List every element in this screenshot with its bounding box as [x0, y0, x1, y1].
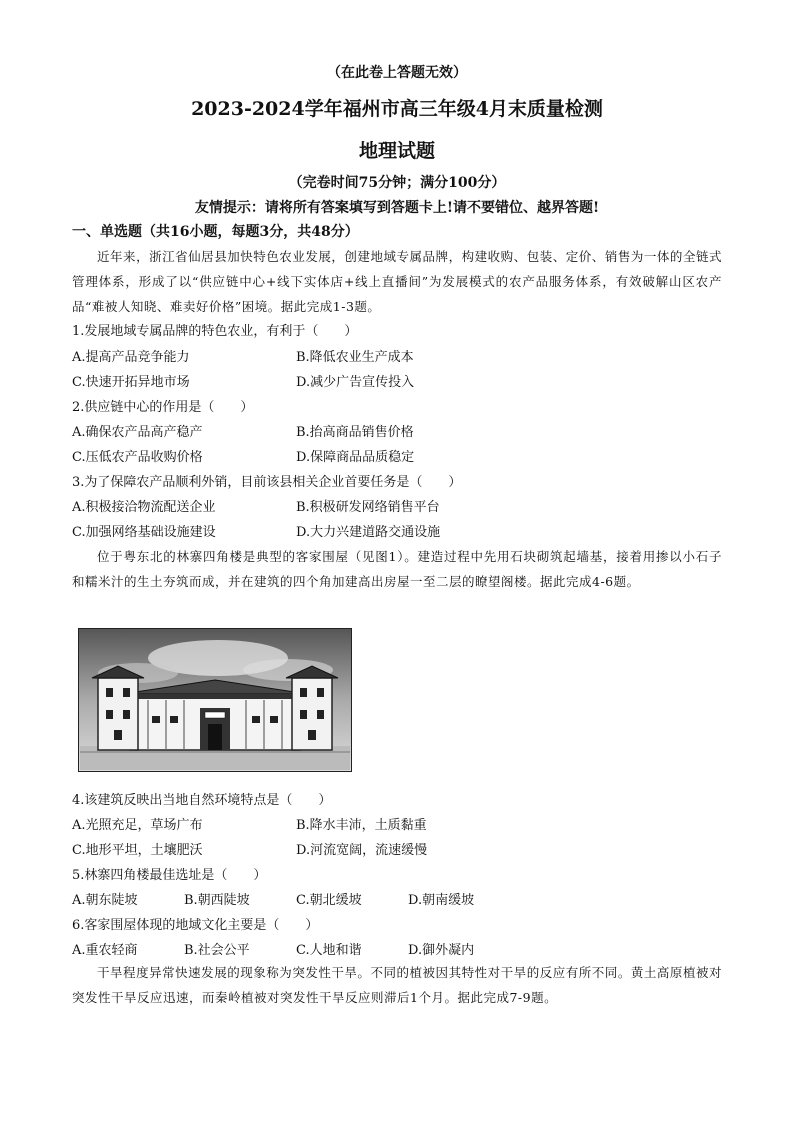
q6-option-a: A.重农轻商 — [72, 943, 138, 958]
q3-option-a: A.积极接洽物流配送企业 — [72, 500, 216, 515]
q3-option-b: B.积极研发网络销售平台 — [296, 500, 440, 515]
q3-option-d: D.大力兴建道路交通设施 — [296, 525, 441, 540]
q4-option-d: D.河流宽阔，流速缓慢 — [296, 843, 428, 858]
q1-option-c: C.快速开拓异地市场 — [72, 375, 190, 390]
q2-option-a: A.确保农产品高产稳产 — [72, 425, 203, 440]
passage-1: 近年来，浙江省仙居县加快特色农业发展，创建地域专属品牌，构建收购、包装、定价、销售为一体的全链式管理体系，形成了以“供应链中心+线下实体店+线上直播间”为发展模式的农产品服务体系，有效破解山区农产品“难被人知晓、难卖好价格”困境。据此完成1-3题。 — [72, 249, 722, 314]
q2-option-c: C.压低农产品收购价格 — [72, 450, 203, 465]
section-heading: 一、单选题（共16小题，每题3分，共48分） — [72, 224, 359, 240]
q5-option-a: A.朝东陡坡 — [72, 893, 138, 908]
passage-3: 干旱程度异常快速发展的现象称为突发性干旱。不同的植被因其特性对干旱的反应有所不同。黄土高原植被对突发性干旱反应迅速，而秦岭植被对突发性干旱反应则滞后1个月。据此完成7-9题。 — [72, 965, 722, 1005]
q6-option-d: D.御外凝内 — [408, 943, 475, 958]
subject-title: 地理试题 — [358, 140, 435, 162]
question-1-stem: 1.发展地域专属品牌的特色农业，有利于（ ） — [72, 324, 358, 339]
q4-option-b: B.降水丰沛，土质黏重 — [296, 818, 427, 833]
passage-2: 位于粤东北的林寨四角楼是典型的客家围屋（见图1）。建造过程中先用石块砌筑起墙基，接着用掺以小石子和糯米汁的生土夯筑而成，并在建筑的四个角加建高出房屋一至二层的瞭望阁楼。据此完成4-6题。 — [72, 549, 722, 589]
q4-option-c: C.地形平坦，土壤肥沃 — [72, 843, 203, 858]
question-4-stem: 4.该建筑反映出当地自然环境特点是（ ） — [72, 793, 332, 808]
q1-option-a: A.提高产品竞争能力 — [72, 350, 190, 365]
q6-option-b: B.社会公平 — [184, 943, 250, 958]
q1-option-b: B.降低农业生产成本 — [296, 350, 414, 365]
question-3-stem: 3.为了保障农产品顺利外销，目前该县相关企业首要任务是（ ） — [72, 475, 462, 490]
no-answer-note: （在此卷上答题无效） — [327, 65, 467, 81]
friendly-tip: 友情提示：请将所有答案填写到答题卡上!请不要错位、越界答题! — [194, 200, 600, 216]
q6-option-c: C.人地和谐 — [296, 943, 362, 958]
q1-option-d: D.减少广告宣传投入 — [296, 375, 415, 390]
q5-option-d: D.朝南缓坡 — [408, 893, 475, 908]
hakka-house-figure — [78, 628, 352, 772]
q5-option-b: B.朝西陡坡 — [184, 893, 250, 908]
q3-option-c: C.加强网络基础设施建设 — [72, 525, 216, 540]
q5-option-c: C.朝北缓坡 — [296, 893, 362, 908]
q2-option-d: D.保障商品品质稳定 — [296, 450, 415, 465]
exam-title: 2023-2024学年福州市高三年级4月末质量检测 — [191, 98, 603, 120]
q2-option-b: B.抬高商品销售价格 — [296, 425, 414, 440]
question-2-stem: 2.供应链中心的作用是（ ） — [72, 400, 254, 415]
q4-option-a: A.光照充足，草场广布 — [72, 818, 203, 833]
question-6-stem: 6.客家围屋体现的地域文化主要是（ ） — [72, 918, 319, 933]
question-5-stem: 5.林寨四角楼最佳选址是（ ） — [72, 868, 267, 883]
time-score-info: （完卷时间75分钟；满分100分） — [288, 175, 506, 191]
